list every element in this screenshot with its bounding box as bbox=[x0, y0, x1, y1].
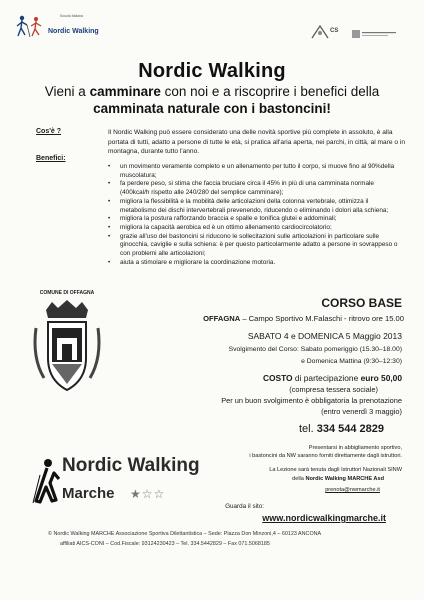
benefit-text: fa perdere peso, si stima che faccia bruciare circa il 45% in più di una camminata normale (400kcal/h rispetto alle 240/280 del semplice camminare); bbox=[120, 180, 374, 197]
note-instructors: La Lezione sarà tenuta dagli Istruttori Nazionali SINW bbox=[269, 467, 402, 473]
phone-value: 334 544 2829 bbox=[316, 423, 384, 435]
benefit-text: grazie all'uso dei bastoncini si riducono le sollecitazioni sulle articolazioni in particolare sulle ginocchia, caviglie e sulla schiena: è per questo particolarmente adatto a persone in sovrappeso o con problemi alle articolazioni; bbox=[120, 232, 398, 258]
walker-silhouette-icon bbox=[32, 457, 60, 505]
subtitle-line-2: camminata naturale con i bastoncini! bbox=[93, 101, 331, 116]
list-item bbox=[108, 233, 404, 259]
benefit-text: un movimento veramente completo e un allenamento per tutto il corpo, si muove fino al 90%della muscolatura; bbox=[120, 163, 395, 179]
website-link[interactable]: www.nordicwalkingmarche.it bbox=[262, 513, 386, 523]
list-item bbox=[108, 180, 404, 197]
note-clothing: Presentarsi in abbigliamento sportivo, bbox=[308, 445, 402, 451]
cost-label: COSTO bbox=[262, 373, 293, 383]
label-benefits: Benefici: bbox=[36, 155, 66, 162]
brand-line-1: Nordic Walking bbox=[62, 455, 200, 476]
stars-icon: ★☆☆ bbox=[130, 487, 166, 501]
note-poles: i bastoncini da NW saranno forniti direttamente dagli istruttori. bbox=[249, 453, 402, 459]
website-label: Guarda il sito: bbox=[225, 503, 264, 510]
aics-logo-icon bbox=[308, 24, 348, 40]
benefit-text: migliora la capacità aerobica ed è un ottimo allenamento cardiocircolatorio; bbox=[120, 223, 332, 231]
booking-deadline: (entro venerdì 3 maggio) bbox=[321, 407, 402, 416]
brand-line-2: Marche bbox=[62, 485, 115, 502]
crest-caption: COMUNE DI OFFAGNA bbox=[39, 290, 95, 296]
header-logo bbox=[10, 8, 130, 38]
subtitle-line-1 bbox=[0, 84, 424, 99]
booking-email-link[interactable]: prenota@nwmarche.it bbox=[325, 487, 380, 493]
bullet-icon: • bbox=[108, 258, 111, 266]
list-item bbox=[108, 259, 404, 268]
course-location bbox=[203, 314, 404, 323]
bullet-icon: • bbox=[108, 232, 111, 240]
emblem-icon bbox=[352, 29, 398, 39]
municipality-crest bbox=[30, 290, 104, 400]
sponsor-text: CS bbox=[330, 28, 339, 34]
bullet-icon: • bbox=[108, 223, 111, 231]
schedule-sunday: e Domenica Mattina (9:30–12:30) bbox=[301, 358, 402, 365]
nordic-walking-marche-logo bbox=[32, 455, 200, 515]
benefit-text: migliora la postura rafforzando braccia e spalle e tonifica glutei e addominali; bbox=[120, 215, 337, 223]
cost-price: euro 50,00 bbox=[360, 373, 402, 383]
bullet-icon: • bbox=[108, 197, 111, 205]
sponsor-logos bbox=[308, 24, 398, 40]
phone-number bbox=[299, 423, 384, 435]
benefit-text: aiuta a stimolare e migliorare la coordinazione motoria. bbox=[120, 258, 276, 266]
cost-text: di partecipazione bbox=[292, 373, 361, 383]
bullet-icon: • bbox=[108, 215, 111, 223]
footer-line-2: affiliati AICS-CONI – Cod.Fiscale: 93124230423 – Tel. 334.5442829 – Fax 071.5068185 bbox=[60, 541, 270, 547]
list-item bbox=[108, 215, 404, 224]
association-name: Nordic Walking MARCHE Asd bbox=[305, 476, 384, 482]
course-cost bbox=[263, 373, 402, 383]
location-town: OFFAGNA bbox=[203, 314, 241, 323]
note-association bbox=[292, 476, 384, 482]
course-date: SABATO 4 e DOMENICA 5 Maggio 2013 bbox=[247, 331, 402, 341]
cost-note: (compresa tessera sociale) bbox=[289, 385, 378, 394]
subtitle-pre: Vieni a bbox=[44, 84, 90, 99]
subtitle-emphasis: camminare bbox=[89, 84, 161, 99]
benefits-list bbox=[108, 163, 404, 267]
booking-required: Per un buon svolgimento è obbligatoria la prenotazione bbox=[221, 396, 402, 405]
intro-paragraph: Il Nordic Walking può essere considerato una delle novità sportive più complete in assoluto, è alla portata di tutti, adatto a persone di tutte le età, si pratica all'aria aperta, nei parchi, in città, al mare o in montagna, durante tutto l'anno. bbox=[108, 129, 406, 156]
phone-label: tel. bbox=[298, 423, 317, 435]
list-item bbox=[108, 224, 404, 233]
association-pre: della bbox=[292, 476, 306, 482]
course-title: CORSO BASE bbox=[321, 296, 402, 310]
walkers-icon bbox=[14, 14, 48, 38]
bullet-icon: • bbox=[108, 180, 111, 188]
benefit-text: migliora la flessibilità e la mobilità delle articolazioni della colonna vertebrale, ottimizza il metabolismo dei dischi intervertebrali prevenendo, riducendo o eliminando i dolori alla schiena; bbox=[120, 197, 389, 214]
footer-line-1: © Nordic Walking MARCHE Associazione Sportiva Dilettantistica – Sede: Piazza Don Minzoni,4 – 60123 ANCONA bbox=[48, 531, 322, 537]
subtitle-post: con noi e a riscoprire i benefici della bbox=[160, 84, 380, 99]
label-what-is: Cos'è ? bbox=[36, 128, 62, 135]
coat-of-arms-icon bbox=[30, 298, 104, 398]
list-item bbox=[108, 163, 404, 180]
schedule-saturday: Svolgimento del Corso: Sabato pomeriggio (15.30–18.00) bbox=[228, 346, 402, 353]
logo-caption: Scuola Italiana bbox=[60, 14, 83, 18]
bullet-icon: • bbox=[108, 163, 111, 170]
list-item bbox=[108, 198, 404, 215]
page-title: Nordic Walking bbox=[138, 60, 286, 82]
location-detail: – Campo Sportivo M.Falaschi - ritrovo ore 15.00 bbox=[240, 314, 404, 323]
logo-brand: Nordic Walking bbox=[48, 28, 99, 35]
